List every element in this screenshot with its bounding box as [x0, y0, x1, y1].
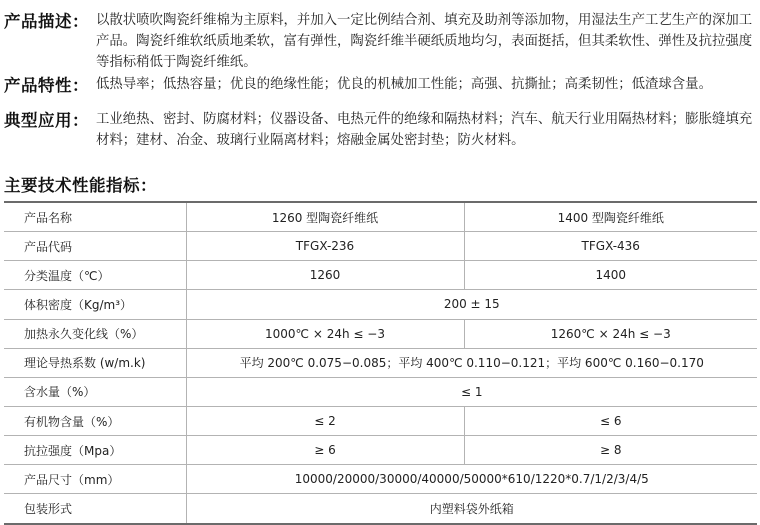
type-1260-value-cell: ≥ 6: [186, 436, 464, 465]
row-name-cell: 产品名称: [4, 202, 186, 232]
type-1400-value-cell: 1260℃ × 24h ≤ −3: [464, 319, 757, 348]
row-name-cell: 有机物含量（%）: [4, 406, 186, 435]
type-1400-value-cell: TFGX-436: [464, 232, 757, 261]
merged-value-cell: 10000/20000/30000/40000/50000*610/1220*0.7/1/2/3/4/5: [186, 465, 757, 494]
description-label: 产品描述：: [4, 12, 89, 31]
specs-table-body: [4, 202, 757, 524]
table-row: [4, 290, 757, 319]
row-name-cell: 加热永久变化线（%）: [4, 319, 186, 348]
row-name-cell: 抗拉强度（Mpa）: [4, 436, 186, 465]
type-1260-value-cell: 1000℃ × 24h ≤ −3: [186, 319, 464, 348]
row-name-cell: 包装形式: [4, 494, 186, 524]
merged-value-cell: 平均 200℃ 0.075−0.085；平均 400℃ 0.110−0.121；平均 600℃ 0.160−0.170: [186, 348, 757, 377]
applications-text: 工业绝热、密封、防腐材料；仪器设备、电热元件的绝缘和隔热材料；汽车、航天行业用隔热材料；膨胀缝填充材料；建材、冶金、玻璃行业隔离材料；熔融金属处密封垫；防火材料。: [96, 112, 753, 148]
table-row: [4, 406, 757, 435]
table-row: [4, 494, 757, 524]
merged-value-cell: 200 ± 15: [186, 290, 757, 319]
row-name-cell: 体积密度（Kg/m³）: [4, 290, 186, 319]
applications-label: 典型应用：: [4, 111, 89, 130]
features-label: 产品特性：: [4, 76, 89, 95]
table-row: [4, 202, 757, 232]
type-1400-value-cell: 1400 型陶瓷纤维纸: [464, 202, 757, 232]
type-1400-value-cell: ≥ 8: [464, 436, 757, 465]
table-row: [4, 436, 757, 465]
type-1400-value-cell: ≤ 6: [464, 406, 757, 435]
table-row: [4, 232, 757, 261]
merged-value-cell: 内塑料袋外纸箱: [186, 494, 757, 524]
table-row: [4, 465, 757, 494]
row-name-cell: 理论导热系数 (w/m.k): [4, 348, 186, 377]
row-name-cell: 产品尺寸（mm）: [4, 465, 186, 494]
specs-table: [4, 201, 757, 525]
type-1260-value-cell: 1260 型陶瓷纤维纸: [186, 202, 464, 232]
type-1400-value-cell: 1400: [464, 261, 757, 290]
features-text: 低热导率；低热容量；优良的绝缘性能；优良的机械加工性能；高强、抗撕扯；高柔韧性；低渣球含量。: [96, 77, 712, 92]
specs-heading: 主要技术性能指标：: [4, 176, 157, 195]
table-row: [4, 261, 757, 290]
description-text: 以散状喷吹陶瓷纤维棉为主原料，并加入一定比例结合剂、填充及助剂等添加物，用湿法生产工艺生产的深加工产品。陶瓷纤维软纸质地柔软，富有弹性，陶瓷纤维半硬纸质地均匀，表面挺括，但其柔软性、弹性及抗拉强度等指标稍低于陶瓷纤维纸。: [96, 13, 753, 70]
row-name-cell: 含水量（%）: [4, 377, 186, 406]
row-name-cell: 分类温度（℃）: [4, 261, 186, 290]
section-features: [4, 72, 754, 96]
type-1260-value-cell: ≤ 2: [186, 406, 464, 435]
table-row: [4, 319, 757, 348]
type-1260-value-cell: 1260: [186, 261, 464, 290]
merged-value-cell: ≤ 1: [186, 377, 757, 406]
table-row: [4, 377, 757, 406]
section-description: [4, 8, 754, 70]
row-name-cell: 产品代码: [4, 232, 186, 261]
table-row: [4, 348, 757, 377]
type-1260-value-cell: TFGX-236: [186, 232, 464, 261]
section-applications: [4, 107, 754, 151]
